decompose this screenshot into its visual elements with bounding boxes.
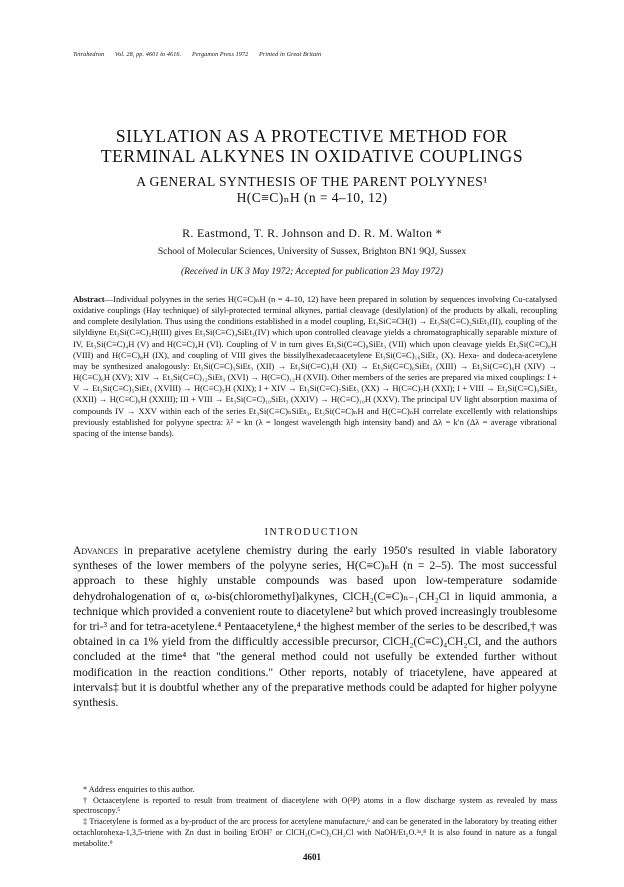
publisher: Pergamon Press 1972	[191, 51, 249, 58]
abstract-label: Abstract	[73, 294, 105, 304]
introduction-paragraph	[73, 543, 557, 710]
title-line-2: TERMINAL ALKYNES IN OXIDATIVE COUPLINGS	[100, 146, 524, 166]
page-number: 4601	[303, 852, 321, 862]
printed-in: Printed in Great Britain	[259, 51, 322, 58]
lead-word: Advances	[73, 544, 119, 557]
footnote: ‡ Triacetylene is formed as a by-product of the arc process for acetylene manufacture,⁶ and can be generated in the laboratory by treating either octachlorohexa-1,3,5-triene with Zn dust in boiling EtOH⁷ or ClCH₂(C≡C)₂CH₂Cl with NaOH/Et₂O.³ᵃ,⁸ It is also found in nature as a fungal metabolite.⁹	[73, 817, 557, 848]
abstract	[73, 294, 557, 439]
affiliation: School of Molecular Sciences, University of Sussex, Brighton BN1 9QJ, Sussex	[157, 246, 467, 257]
footnote: † Octaacetylene is reported to result from treatment of diacetylene with O(³P) atoms in a flow discharge system as revealed by mass spectroscopy.⁵	[73, 795, 557, 816]
introduction-text: in preparative acetylene chemistry during the early 1950's resulted in viable laboratory syntheses of the lower members of the polyyne series, H(C≡C)ₙH (n = 2–5). The most successful approach to these highly unstable compounds was based upon low-temperature sodamide dehydrohalogenation of α, ω-bis(chloromethyl)alkynes, ClCH₂(C≡C)ₙ₋₁CH₂Cl in liquid ammonia, a technique which provided a convenient route to diacetylene² but which proved increasingly troublesome for tri-³ and for tetra-acetylene.⁴ Pentaacetylene,⁴ the highest member of the series to be described,† was obtained in ca 1% yield from the difficultly accessible precursor, ClCH₂(C≡C)₄CH₂Cl, and the authors concluded at the time⁴ that "the general method could not usefully be extended further without modification in the reaction conditions." Other reports, notably of triacetylene, have appeared at intervals‡ but it is doubtful whether any of the preparative methods could be adapted for higher polyyne synthesis.	[73, 544, 557, 710]
journal-name: Tetrahedron	[73, 51, 105, 58]
running-header	[73, 51, 330, 58]
author-list: R. Eastmond, T. R. Johnson and D. R. M. Walton *	[182, 226, 442, 240]
abstract-text: —Individual polyynes in the series H(C≡C)ₙH (n = 4–10, 12) have been prepared in solution by sequences involving Cu-catalysed oxidative couplings (Hay technique) of silyl-protected terminal alkynes, partial cleavage (desilylation) of the products by alkali, recoupling and complete desilylation. Thus using the conditions established in a model coupling, Et₃SiC≡CH(I) → Et₃Si(C≡C)₂SiEt₃(II), coupling of the silyldiyne Et₃Si(C≡C)₂H(III) gives Et₃Si(C≡C)₄SiEt₃(IV) which upon controlled cleavage yields a chromatographically separable mixture of IV, Et₃Si(C≡C)₄H (V) and H(C≡C)₄H (VI). Coupling of V in turn gives Et₃Si(C≡C)₈SiEt₃ (VII) which upon cleavage yields Et₃Si(C≡C)₈H (VIII) and H(C≡C)₈H (IX), and coupling of VIII gives the bissilylhexadecaacetylene Et₃Si(C≡C)₁₆SiEt₃ (X). Hexa- and dodeca-acetylene may be synthesized analogously: Et₃Si(C≡C)₃SiEt₃ (XII) → Et₃Si(C≡C)₃H (XI) → Et₃Si(C≡C)₆SiEt₃ (XIII) → Et₃Si(C≡C)₆H (XIV) → H(C≡C)₆H (XV); XIV → Et₃Si(C≡C)₁₂SiEt₃ (XVI) → H(C≡C)₁₂H (XVII). Other members of the series are prepared via mixed couplings: I + V → Et₃Si(C≡C)₅SiEt₃ (XVIII) → H(C≡C)₅H (XIX); I + XIV → Et₃Si(C≡C)₇SiEt₃ (XX) → H(C≡C)₇H (XXI); I + VIII → Et₃Si(C≡C)₉SiEt₃ (XXII) → H(C≡C)₉H (XXIII); III + VIII → Et₃Si(C≡C)₁₀SiEt₃ (XXIV) → H(C≡C)₁₀H (XXV). The principal UV light absorption maxima of compounds IV → XXV within each of the series Et₃Si(C≡C)ₙSiEt₃, Et₃Si(C≡C)ₙH and H(C≡C)ₙH correlate excellently with relationships previously established for polyyne spectra: λ² = kn (λ = longest wavelength high intensity band) and Δλ = k′n (Δλ = average vibrational spacing of the intense bands).	[73, 294, 557, 438]
subtitle-line-1: A GENERAL SYNTHESIS OF THE PARENT POLYYNES¹	[136, 174, 488, 189]
volume-pages: Vol. 28, pp. 4601 to 4616.	[114, 51, 182, 58]
received-dates: (Received in UK 3 May 1972; Accepted for publication 23 May 1972)	[181, 267, 443, 277]
section-heading: INTRODUCTION	[264, 527, 360, 538]
footnotes	[73, 785, 557, 849]
footnote: * Address enquiries to this author.	[83, 785, 195, 794]
title-line-1: SILYLATION AS A PROTECTIVE METHOD FOR	[115, 126, 509, 146]
subtitle-line-2: H(C≡C)ₙH (n = 4–10, 12)	[236, 190, 388, 205]
